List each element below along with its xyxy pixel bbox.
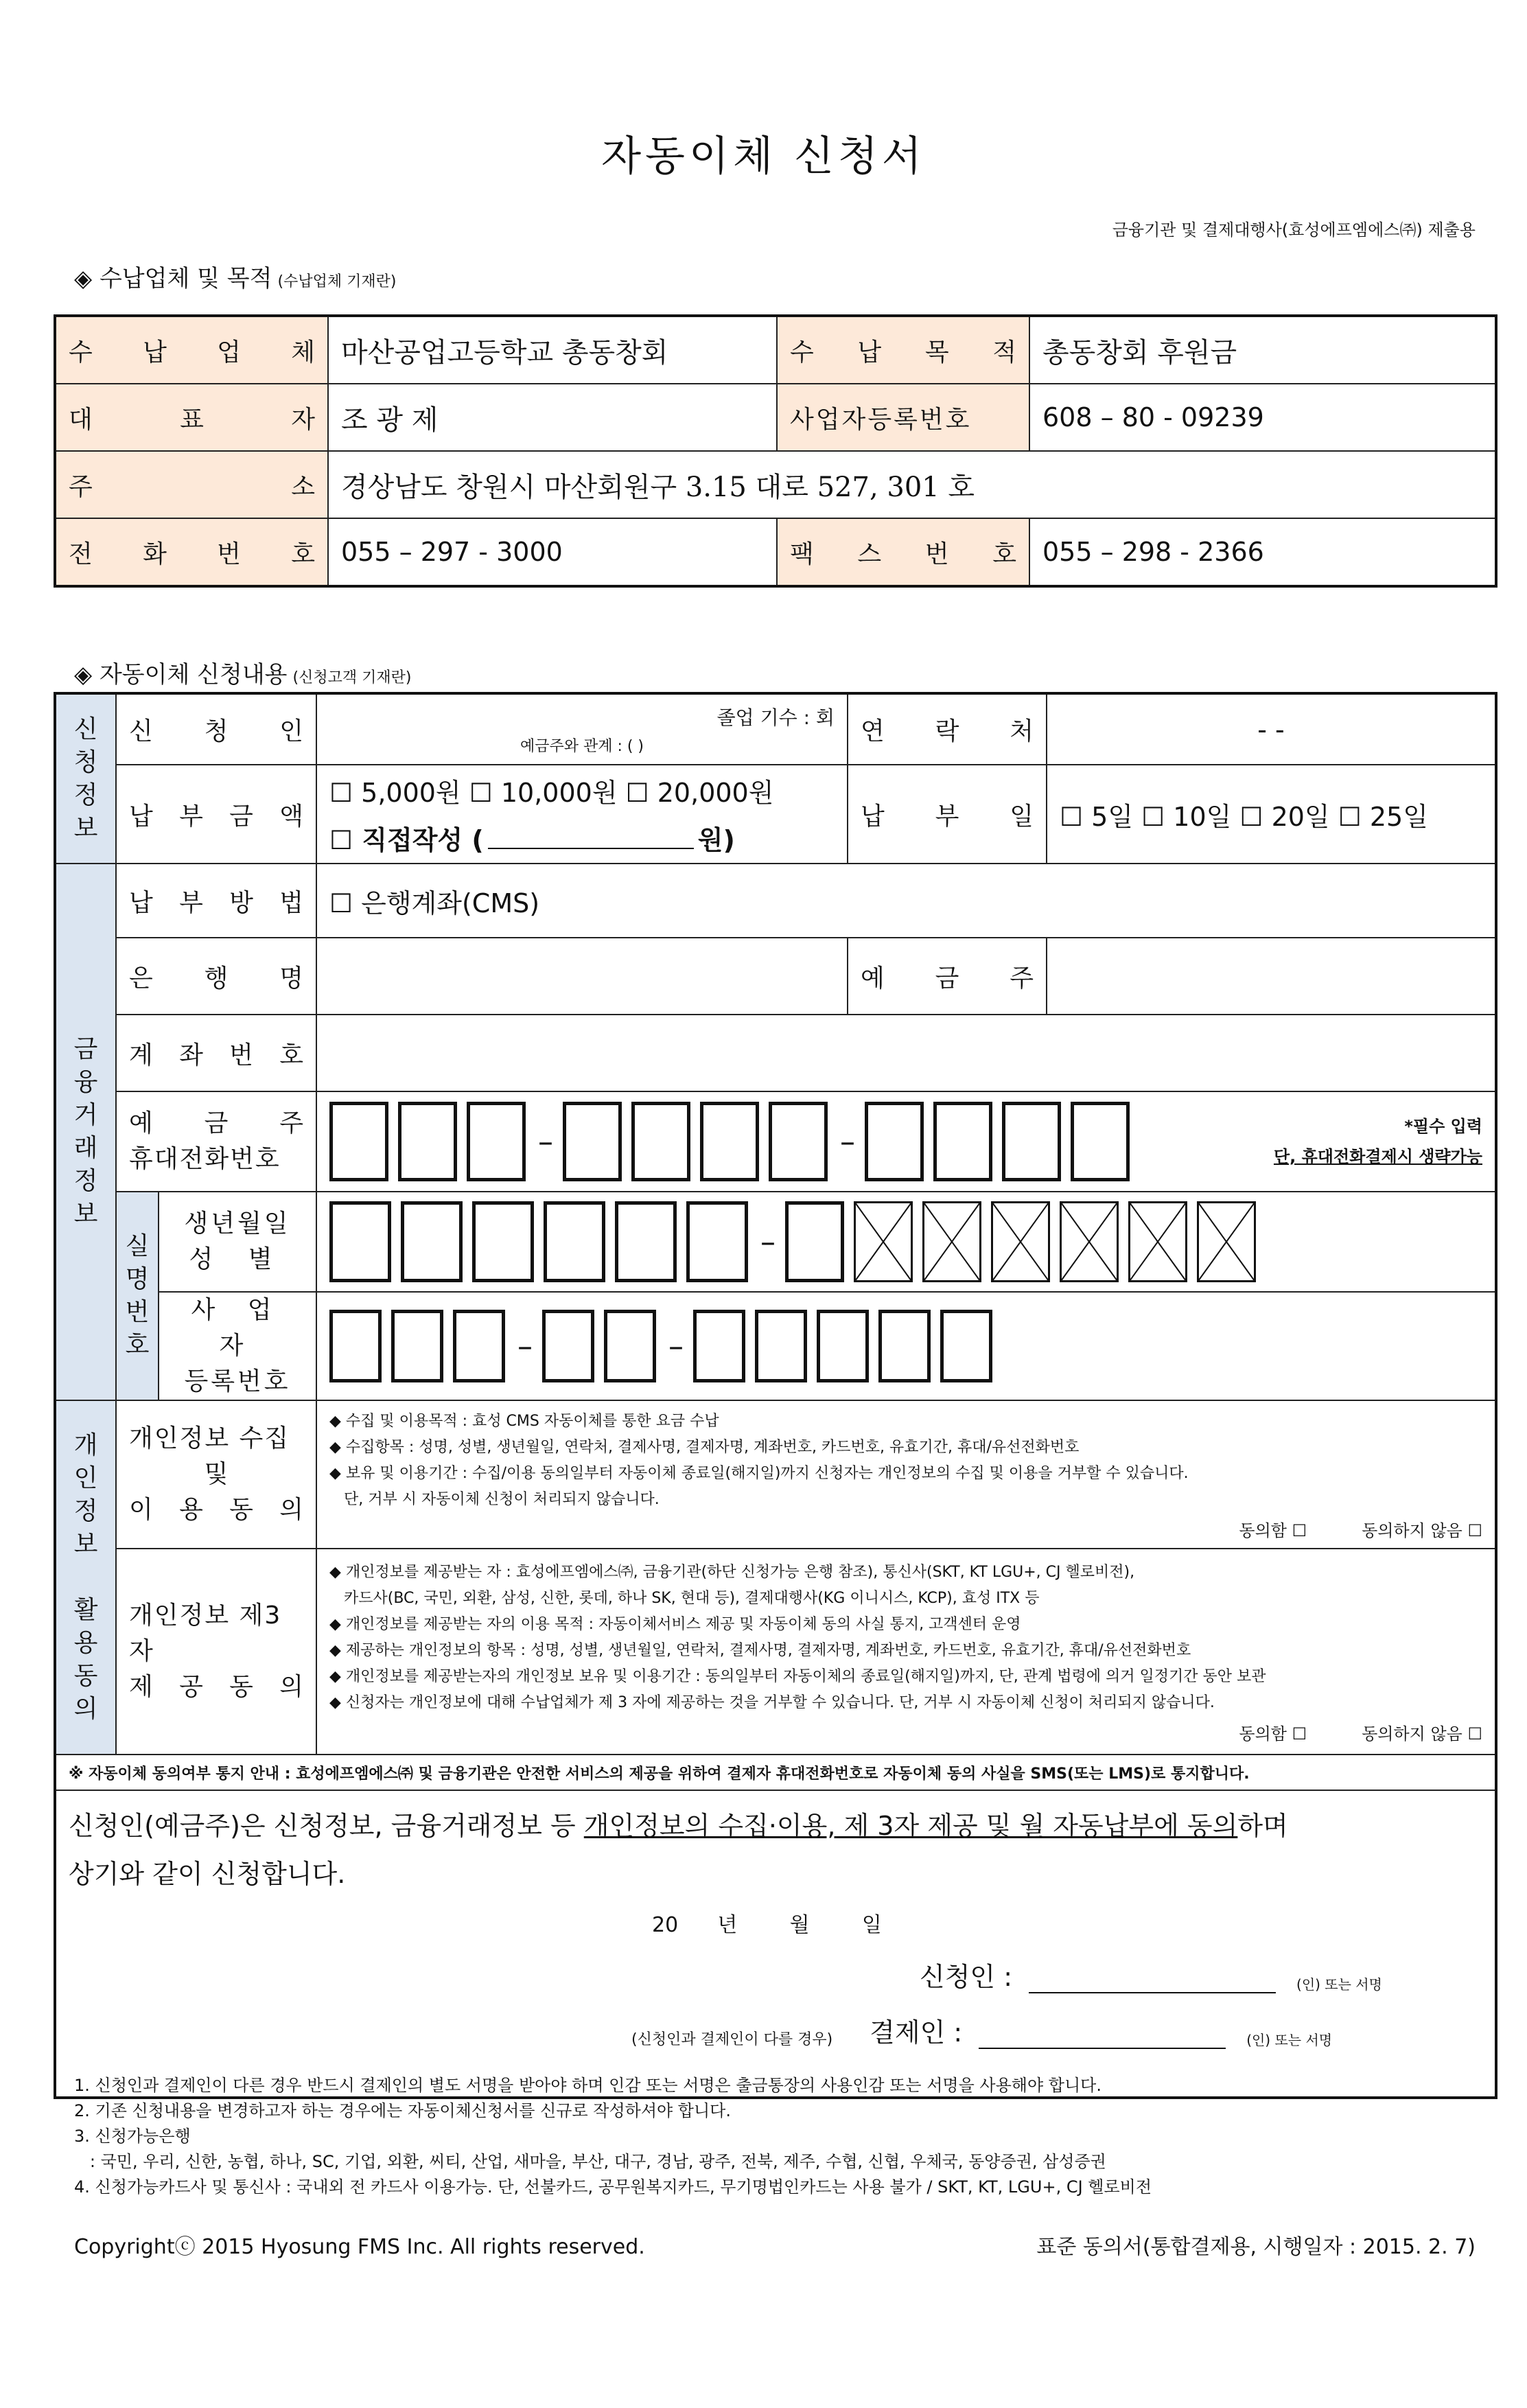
- third-line: ◆ 제공하는 개인정보의 항목 : 성명, 성별, 생년월일, 연락처, 결제사명, 결제자명, 계좌번호, 카드번호, 유효기간, 휴대/유선전화번호: [329, 1641, 1191, 1659]
- amount-direct-label: ☐ 직접작성 (: [329, 825, 484, 855]
- note-item: 2. 기존 신청내용을 변경하고자 하는 경우에는 자동이체신청서를 신규로 작성하셔야 합니다.: [74, 2101, 731, 2120]
- purpose-value[interactable]: 총동창회 후원금: [1029, 316, 1496, 384]
- id-side-label: 실 명 번 호: [116, 1192, 159, 1400]
- phone-label-text: 휴대전화번호: [129, 1145, 281, 1173]
- collect-line: ◆ 수집 및 이용목적 : 효성 CMS 자동이체를 통한 요금 수납: [329, 1412, 719, 1430]
- digit-box[interactable]: [604, 1310, 656, 1382]
- collect-line: ◆ 수집항목 : 성명, 성별, 생년월일, 연락처, 결제사명, 결제자명, 계좌번호, 카드번호, 유효기간, 휴대/유선전화번호: [329, 1438, 1080, 1456]
- relation-text: 예금주와 관계 : ( ): [520, 738, 644, 755]
- applicant-sign-line[interactable]: [1029, 1965, 1276, 1993]
- phone-label: 예 금 주 휴대전화번호: [116, 1091, 316, 1192]
- tel-label: 전 화 번 호: [55, 518, 328, 586]
- collect-label: 개인정보 수집 및 이 용 동 의: [116, 1400, 316, 1549]
- birth-label-1: 생년월일: [184, 1209, 291, 1238]
- third-content: [316, 1549, 1496, 1755]
- contact-label: 연 락 처: [848, 693, 1047, 765]
- bank-field[interactable]: [316, 938, 848, 1015]
- section-biller-title: ◈ 수납업체 및 목적: [74, 265, 272, 292]
- note-item: 3. 신청가능은행: [74, 2127, 191, 2146]
- third-line: ◆ 개인정보를 제공받는 자 : 효성에프엠에스㈜, 금융기관(하단 신청가능 은행 참조), 통신사(SKT, KT LGU+, CJ 헬로비전),: [329, 1563, 1135, 1581]
- dash: –: [517, 1328, 533, 1364]
- submit-note: 금융기관 및 결제대행사(효성에프엠에스㈜) 제출용: [1112, 220, 1476, 240]
- notes: [74, 2073, 1152, 2200]
- biz-boxes[interactable]: [329, 1310, 1482, 1382]
- payer-sign-label: 결제인 :: [870, 2017, 963, 2048]
- day-label: 납 부 일: [848, 765, 1047, 864]
- amount-options[interactable]: ☐ 5,000원 ☐ 10,000원 ☐ 20,000원: [329, 778, 774, 808]
- masked-box: [1060, 1201, 1119, 1282]
- digit-box[interactable]: [398, 1102, 457, 1181]
- bank-label: 은 행 명: [116, 938, 316, 1015]
- section-apply-heading: [74, 656, 411, 689]
- dash: –: [668, 1328, 684, 1364]
- form-version: 표준 동의서(통합결제용, 시행일자 : 2015. 2. 7): [1036, 2235, 1476, 2259]
- collect-line: ◆ 보유 및 이용기간 : 수집/이용 동의일부터 자동이체 종료일(해지일)까지 신청자는 개인정보의 수집 및 이용을 거부할 수 있습니다.: [329, 1464, 1189, 1482]
- masked-box: [1197, 1201, 1256, 1282]
- consent-text: [69, 1802, 1482, 1850]
- digit-box[interactable]: [785, 1201, 844, 1282]
- note-item: : 국민, 우리, 신한, 농협, 하나, SC, 기업, 외환, 씨티, 산업, 새마을, 부산, 대구, 경남, 광주, 전북, 제주, 수협, 신협, 우체국, 동양증권, 삼성증권: [74, 2152, 1106, 2171]
- method-label: 납 부 방 법: [116, 864, 316, 938]
- account-field[interactable]: [316, 1015, 1496, 1091]
- phone-field[interactable]: [316, 1091, 1496, 1192]
- day-options[interactable]: ☐ 5일 ☐ 10일 ☐ 20일 ☐ 25일: [1047, 765, 1496, 864]
- digit-box[interactable]: [1002, 1102, 1061, 1181]
- digit-box[interactable]: [544, 1201, 605, 1282]
- section-biller-note: (수납업체 기재란): [277, 273, 397, 290]
- biller-name-label: 수 납 업 체: [55, 316, 328, 384]
- grad-text: 졸업 기수 : 회: [716, 706, 835, 729]
- sms-notice: ※ 자동이체 동의여부 통지 안내 : 효성에프엠에스㈜ 및 금융기관은 안전한 서비스의 제공을 위하여 결제자 휴대전화번호로 자동이체 동의 사실을 SMS(또는 LMS)로 통지합니다.: [55, 1755, 1496, 1790]
- bizno-label: 사업자등록번호: [777, 384, 1029, 451]
- biz-label: [159, 1292, 316, 1400]
- amount-direct[interactable]: [329, 819, 835, 857]
- biz-label-1: 사 업 자: [191, 1296, 284, 1360]
- biller-name-value[interactable]: 마산공업고등학교 총동창회: [328, 316, 777, 384]
- required-mark: *필수 입력: [1404, 1117, 1482, 1136]
- addr-label: 주 소: [55, 451, 328, 518]
- collect-line: 단, 거부 시 자동이체 신청이 처리되지 않습니다.: [329, 1490, 660, 1508]
- digit-box[interactable]: [878, 1310, 931, 1382]
- consent-line1a: 신청인(예금주)은 신청정보, 금융거래정보 등: [69, 1811, 584, 1841]
- finance-side-label: 금 융 거 래 정 보: [55, 864, 116, 1400]
- digit-box[interactable]: [933, 1102, 992, 1181]
- holder-label: 예 금 주: [848, 938, 1047, 1015]
- masked-box: [922, 1201, 981, 1282]
- digit-box[interactable]: [472, 1201, 534, 1282]
- third-agree[interactable]: 동의함 ☐: [1239, 1724, 1307, 1744]
- masked-box: [1128, 1201, 1187, 1282]
- digit-box[interactable]: [1071, 1102, 1130, 1181]
- third-line: 카드사(BC, 국민, 외환, 삼성, 신한, 롯데, 하나 SK, 현대 등), 결제대행사(KG 이니시스, KCP), 효성 ITX 등: [329, 1589, 1040, 1607]
- applicant-sign-label: 신청인 :: [920, 1962, 1013, 1992]
- required-note: 단, 휴대전화결제시 생략가능: [1273, 1147, 1482, 1166]
- masked-box: [991, 1201, 1050, 1282]
- collect-disagree[interactable]: 동의하지 않음 ☐: [1362, 1520, 1482, 1540]
- third-line: ◆ 개인정보를 제공받는자의 개인정보 보유 및 이용기간 : 동의일부터 자동이체의 종료일(해지일)까지, 단, 관계 법령에 의거 일정기간 동안 보관: [329, 1667, 1266, 1685]
- digit-box[interactable]: [755, 1310, 807, 1382]
- digit-box[interactable]: [563, 1102, 622, 1181]
- biz-label-2: 등록번호: [184, 1367, 291, 1396]
- phone-boxes[interactable]: [329, 1102, 1139, 1181]
- digit-box[interactable]: [401, 1201, 463, 1282]
- section-apply-note: (신청고객 기재란): [292, 669, 412, 686]
- digit-box[interactable]: [329, 1310, 382, 1382]
- birth-boxes[interactable]: [329, 1201, 1482, 1282]
- birth-label: [159, 1192, 316, 1292]
- rep-value[interactable]: 조 광 제: [328, 384, 777, 451]
- amount-label: 납 부 금 액: [116, 765, 316, 864]
- amount-direct-line[interactable]: [488, 848, 694, 849]
- addr-value[interactable]: 경상남도 창원시 마산회원구 3.15 대로 527, 301 호: [328, 451, 1496, 518]
- consent-line1u: 개인정보의 수집·이용, 제 3자 제공 및 월 자동납부에 동의: [583, 1811, 1238, 1841]
- third-disagree[interactable]: 동의하지 않음 ☐: [1362, 1724, 1482, 1744]
- birth-label-2: 성 별: [189, 1245, 286, 1273]
- note-item: 1. 신청인과 결제인이 다른 경우 반드시 결제인의 별도 서명을 받아야 하며 인감 또는 서명은 출금통장의 사용인감 또는 서명을 사용해야 합니다.: [74, 2076, 1101, 2095]
- rep-label: 대 표 자: [55, 384, 328, 451]
- dash: –: [840, 1124, 855, 1159]
- apply-side-label: 신 청 정 보: [55, 693, 116, 864]
- consent-line2: 상기와 같이 신청합니다.: [69, 1859, 346, 1889]
- method-value[interactable]: ☐ 은행계좌(CMS): [316, 864, 1496, 938]
- purpose-label: 수 납 목 적: [777, 316, 1029, 384]
- digit-box[interactable]: [453, 1310, 505, 1382]
- masked-box: [854, 1201, 913, 1282]
- page-title: 자동이체 신청서: [601, 132, 926, 181]
- digit-box[interactable]: [631, 1102, 690, 1181]
- third-line: ◆ 신청자는 개인정보에 대해 수납업체가 제 3 자에 제공하는 것을 거부할 수 있습니다. 단, 거부 시 자동이체 신청이 처리되지 않습니다.: [329, 1693, 1215, 1711]
- digit-box[interactable]: [686, 1201, 748, 1282]
- fax-value[interactable]: 055 – 298 - 2366: [1029, 518, 1496, 586]
- third-label: 개인정보 제3자 제 공 동 의: [116, 1549, 316, 1755]
- biller-table: [54, 314, 1497, 588]
- third-line: ◆ 개인정보를 제공받는 자의 이용 목적 : 자동이체서비스 제공 및 자동이체 동의 사실 통지, 고객센터 운영: [329, 1615, 1021, 1633]
- digit-box[interactable]: [693, 1310, 745, 1382]
- collect-label-1: 개인정보 수집: [129, 1424, 290, 1452]
- birth-field[interactable]: [316, 1192, 1496, 1292]
- digit-box[interactable]: [865, 1102, 924, 1181]
- collect-content: [316, 1400, 1496, 1549]
- digit-box[interactable]: [817, 1310, 869, 1382]
- payer-note: (신청인과 결제인이 다를 경우): [631, 2031, 833, 2048]
- amount-field[interactable]: [316, 765, 848, 864]
- digit-box[interactable]: [467, 1102, 526, 1181]
- digit-box[interactable]: [700, 1102, 759, 1181]
- applicant-field[interactable]: [316, 693, 848, 765]
- collect-label-2: 및: [204, 1460, 229, 1488]
- amount-direct-unit: 원): [697, 825, 735, 855]
- tel-value[interactable]: 055 – 297 - 3000: [328, 518, 777, 586]
- payer-sign-line[interactable]: [979, 2020, 1226, 2049]
- third-label-1: 개인정보 제3자: [129, 1601, 282, 1665]
- applicant-seal: (인) 또는 서명: [1296, 1976, 1382, 1993]
- applicant-label: 신 청 인: [116, 693, 316, 765]
- biz-field[interactable]: [316, 1292, 1496, 1400]
- digit-box[interactable]: [769, 1102, 828, 1181]
- digit-box[interactable]: [329, 1102, 388, 1181]
- apply-table: [54, 692, 1497, 2099]
- consent-line1b: 하며: [1237, 1811, 1288, 1841]
- payer-seal: (인) 또는 서명: [1246, 2032, 1333, 2048]
- fax-label: 팩 스 번 호: [777, 518, 1029, 586]
- account-label: 계 좌 번 호: [116, 1015, 316, 1091]
- digit-box[interactable]: [940, 1310, 992, 1382]
- copyright: Copyrightⓒ 2015 Hyosung FMS Inc. All rights reserved.: [74, 2235, 645, 2259]
- section-biller-heading: [74, 259, 396, 293]
- note-item: 4. 신청가능카드사 및 통신사 : 국내외 전 카드사 이용가능. 단, 선불카드, 공무원복지카드, 무기명법인카드는 사용 불가 / SKT, KT, LGU+, CJ 헬로비전: [74, 2177, 1152, 2197]
- digit-box[interactable]: [615, 1201, 677, 1282]
- bizno-value[interactable]: 608 – 80 - 09239: [1029, 384, 1496, 451]
- digit-box[interactable]: [329, 1201, 391, 1282]
- section-apply-title: ◈ 자동이체 신청내용: [74, 661, 288, 688]
- digit-box[interactable]: [542, 1310, 594, 1382]
- privacy-side-label: 개 인 정 보 활 용 동 의: [55, 1400, 116, 1755]
- digit-box[interactable]: [391, 1310, 443, 1382]
- collect-agree[interactable]: 동의함 ☐: [1239, 1520, 1307, 1540]
- consent-block: [55, 1790, 1496, 2098]
- dash: –: [538, 1124, 553, 1159]
- contact-value[interactable]: - -: [1047, 693, 1496, 765]
- holder-field[interactable]: [1047, 938, 1496, 1015]
- dash: –: [760, 1224, 776, 1260]
- consent-date[interactable]: 20 년 월 일: [652, 1913, 882, 1937]
